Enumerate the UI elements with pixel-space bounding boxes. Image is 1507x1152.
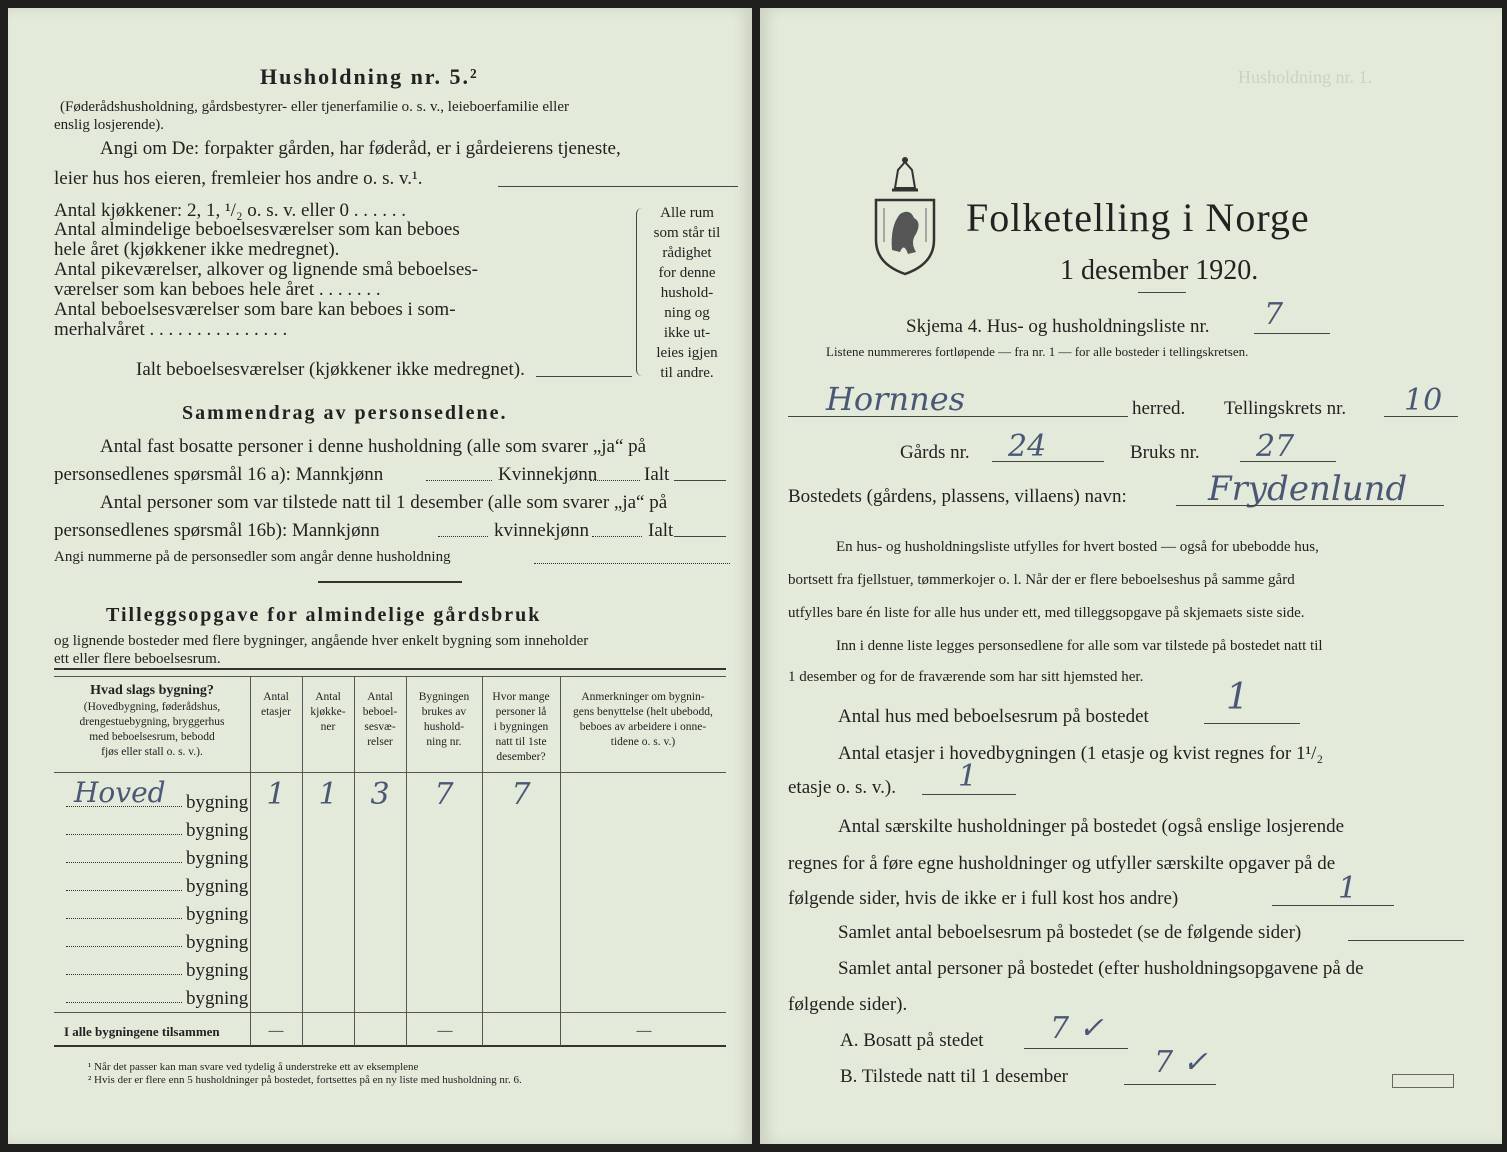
- krets-line: [1384, 416, 1458, 417]
- rooms-ordinary-2: hele året (kjøkkener ikke medregnet).: [54, 239, 340, 260]
- row-label: bygning: [186, 848, 249, 869]
- table-header-text: Anmerkninger om bygnin-: [581, 691, 705, 703]
- row-dotted-line: [66, 1002, 182, 1003]
- summary-line-4c: Ialt: [648, 520, 674, 541]
- total-anmerkninger: —: [636, 1023, 652, 1039]
- table-row: [54, 898, 726, 926]
- table-header-text: relser: [367, 736, 393, 748]
- table-header-text: Antal: [315, 691, 341, 703]
- tillegg-line-2: ett eller flere beboelsesrum.: [54, 651, 221, 667]
- table-header-text: hushold-: [423, 721, 465, 733]
- bruks-value: 27: [1256, 429, 1295, 464]
- row-etasjer-value: 1: [266, 777, 286, 812]
- table-header-text: med beboelsesrum, bebodd: [89, 731, 215, 743]
- etasjer-line-1: Antal etasjer i hovedbygningen (1 etasje og kvist regnes for 1¹/₂: [838, 743, 1324, 764]
- summary-line-2c: Ialt: [644, 464, 670, 485]
- skjema-label: Skjema 4. Hus- og husholdningsliste nr.: [906, 316, 1210, 337]
- summary-line-2a: personsedlenes spørsmål 16 a): Mannkjønn: [54, 464, 384, 485]
- row-label: bygning: [186, 960, 249, 981]
- divider: [318, 581, 462, 583]
- rooms-note: [646, 203, 728, 383]
- footnote-1: ¹ Når det passer kan man svare ved tydelig å understreke ett av eksemplene: [88, 1061, 419, 1073]
- coat-of-arms-icon: [870, 156, 940, 278]
- summary-line-3: Antal personer som var tilstede natt til 1 desember (alle som svarer „ja“ på: [100, 492, 668, 513]
- table-header-col: [406, 690, 482, 750]
- summary-male-line: [426, 480, 492, 481]
- rooms-note-line: ikke ut-: [663, 325, 711, 341]
- instr-line-2: bortsett fra fjellstuer, tømmerkojer o. l. Når der er flere beboelseshus på samme gård: [788, 572, 1295, 588]
- row-label: bygning: [186, 904, 249, 925]
- summary-total-line-2: [674, 536, 726, 537]
- bruks-line: [1240, 461, 1336, 462]
- listene-note: Listene nummereres fortløpende — fra nr. 1 — for alle bosteder i tellingskretsen.: [826, 344, 1249, 359]
- summary-line-4b: kvinnekjønn: [494, 520, 589, 541]
- table-row: [54, 842, 726, 870]
- total-etasjer: —: [268, 1023, 284, 1039]
- rooms-summer-2: merhalvåret . . . . . . . . . . . . . . .: [54, 319, 288, 340]
- row-label: bygning: [186, 988, 249, 1009]
- right-page: [760, 8, 1502, 1144]
- bosted-label: Bostedets (gårdens, plassens, villaens) navn:: [788, 486, 1127, 507]
- table-header-text: natt til 1ste: [495, 736, 547, 748]
- tillegg-heading: Tilleggsopgave for almindelige gårdsbruk: [106, 604, 542, 626]
- rooms-note-line: for denne: [658, 265, 716, 281]
- rooms-brace: [636, 208, 645, 376]
- rooms-total-line: [536, 376, 632, 377]
- row-label: bygning: [186, 820, 249, 841]
- krets-label: Tellingskrets nr.: [1224, 398, 1347, 419]
- household-title: Husholdning nr. 5.²: [260, 64, 479, 89]
- table-header-text: drengestuebygning, bryggerhus: [79, 716, 225, 728]
- table-header-text: ner: [320, 721, 336, 733]
- row-vaerelser-value: 3: [370, 777, 390, 812]
- table-row: [54, 954, 726, 982]
- herred-value: Hornnes: [826, 380, 966, 418]
- etasjer-line-2: etasje o. s. v.).: [788, 777, 896, 798]
- rooms-note-line: Alle rum: [660, 205, 714, 221]
- intro-line-1: (Føderådshusholdning, gårdsbestyrer- eller tjenerfamilie o. s. v., leieboerfamilie eller: [60, 99, 569, 115]
- tilstede-value: 7 ✓: [1154, 1045, 1208, 1080]
- table-header-text: personer lå: [495, 706, 547, 718]
- instr-line-3: utfylles bare én liste for alle hus under ett, med tilleggsopgave på skjemaets siste side.: [788, 605, 1305, 621]
- building-table: [54, 668, 726, 1046]
- table-header-text: (Hovedbygning, føderådshus,: [83, 701, 221, 713]
- summary-line-2b: Kvinnekjønn: [498, 464, 598, 485]
- table-header-text: sesvæ-: [364, 721, 396, 733]
- gards-line: [992, 461, 1104, 462]
- title-divider: [1138, 292, 1186, 293]
- table-header-text: tidene o. s. v.): [610, 736, 676, 748]
- table-header-col: [560, 690, 726, 750]
- rooms-small: Antal pikeværelser, alkover og lignende små beboelses-: [54, 259, 478, 280]
- table-header-text: i bygningen: [493, 721, 549, 733]
- bosted-value: Frydenlund: [1208, 469, 1408, 509]
- bosted-line: [1176, 505, 1444, 506]
- table-header-text: Hvad slags bygning?: [90, 683, 214, 698]
- angi-line-2: leier hus hos eieren, fremleier hos andre o. s. v.¹.: [54, 168, 423, 189]
- table-header-text: desember?: [496, 751, 546, 763]
- row-dotted-line: [66, 834, 182, 835]
- hush-line: [1272, 905, 1394, 906]
- tilstede-line: [1124, 1084, 1216, 1085]
- footnote-2: ² Hvis der er flere enn 5 husholdninger på bostedet, fortsettes på en ny liste med husholdning nr. 6.: [88, 1074, 522, 1086]
- rooms-note-line: hushold-: [660, 285, 714, 301]
- row-personer-value: 7: [511, 777, 531, 812]
- etasjer-value: 1: [958, 759, 978, 794]
- hus-line: [1204, 723, 1300, 724]
- rooms-note-line: som står til: [653, 225, 721, 241]
- tilstede-label: B. Tilstede natt til 1 desember: [840, 1066, 1068, 1087]
- intro-line-2: enslig losjerende).: [54, 117, 164, 133]
- summary-total-line: [674, 480, 726, 481]
- rooms-ordinary: Antal almindelige beboelsesværelser som kan beboes: [54, 219, 460, 240]
- krets-value: 10: [1404, 383, 1443, 418]
- angi-line-1: Angi om De: forpakter gården, har føderåd, er i gårdeierens tjeneste,: [100, 138, 621, 159]
- row-label: bygning: [186, 876, 249, 897]
- instr-line-4: Inn i denne liste legges personsedlene for alle som var tilstede på bostedet natt til: [836, 638, 1323, 654]
- table-row: [54, 814, 726, 842]
- summary-female-line-2: [592, 536, 642, 537]
- summary-heading: Sammendrag av personsedlene.: [182, 402, 508, 424]
- table-header-col: [482, 690, 560, 765]
- table-header-col: [54, 682, 250, 760]
- rooms-note-line: ning og: [664, 305, 710, 321]
- row-husholdning-value: 7: [434, 777, 454, 812]
- angi-answer-line: [498, 186, 738, 187]
- herred-line: [788, 416, 1128, 417]
- table-total-label: I alle bygningene tilsammen: [64, 1024, 220, 1039]
- table-header-text: kjøkke-: [310, 706, 346, 718]
- pers-line-1: Samlet antal personer på bostedet (efter husholdningsopgavene på de: [838, 958, 1364, 979]
- rooms-small-2: værelser som kan beboes hele året . . . . . . .: [54, 279, 381, 300]
- summary-line-5: Angi nummerne på de personsedler som angår denne husholdning: [54, 549, 451, 565]
- bosatt-line: [1024, 1048, 1128, 1049]
- table-row: [54, 776, 726, 814]
- faded-show-through: Husholdning nr. 1.: [1238, 67, 1373, 87]
- table-header-col: [250, 690, 302, 720]
- tillegg-line-1: og lignende bosteder med flere bygninger, angående hver enkelt bygning som inneholder: [54, 633, 589, 649]
- bruks-label: Bruks nr.: [1130, 442, 1200, 463]
- etasjer-line: [922, 794, 1016, 795]
- table-header-text: Antal: [367, 691, 393, 703]
- gards-label: Gårds nr.: [900, 442, 970, 463]
- table-header-text: fjøs eller stall o. s. v.).: [101, 746, 203, 758]
- rooms-note-line: leies igjen: [656, 345, 718, 361]
- table-row: [54, 982, 726, 1010]
- row-label: bygning: [186, 792, 249, 813]
- rooms-note-line: til andre.: [660, 365, 714, 381]
- row-kjokkener-value: 1: [318, 777, 338, 812]
- summary-numbers-line: [534, 563, 730, 564]
- table-header-text: Antal: [263, 691, 289, 703]
- table-header-text: ning nr.: [426, 736, 462, 748]
- table-header-text: Hvor mange: [492, 691, 550, 703]
- row-dotted-line: [66, 946, 182, 947]
- row-dotted-line: [66, 918, 182, 919]
- rum-label: Samlet antal beboelsesrum på bostedet (se de følgende sider): [838, 922, 1302, 943]
- rooms-total: Ialt beboelsesværelser (kjøkkener ikke medregnet).: [136, 359, 525, 380]
- hus-label: Antal hus med beboelsesrum på bostedet: [838, 706, 1149, 727]
- row-dotted-line: [66, 862, 182, 863]
- rum-line: [1348, 940, 1464, 941]
- summary-line-1: Antal fast bosatte personer i denne husholdning (alle som svarer „ja“ på: [100, 436, 647, 457]
- gards-value: 24: [1008, 429, 1047, 464]
- row-label: bygning: [186, 932, 249, 953]
- bosatt-label: A. Bosatt på stedet: [840, 1030, 984, 1051]
- table-row: [54, 926, 726, 954]
- pers-line-2: følgende sider).: [788, 994, 908, 1015]
- row-dotted-line: [66, 890, 182, 891]
- table-header-text: etasjer: [260, 706, 291, 718]
- table-header-text: beboel-: [362, 706, 398, 718]
- skjema-value: 7: [1264, 297, 1284, 332]
- hush-value: 1: [1338, 871, 1358, 906]
- table-header-text: beboes av arbeidere i onne-: [579, 721, 707, 733]
- table-header-col: [354, 690, 406, 750]
- summary-line-4a: personsedlenes spørsmål 16b): Mannkjønn: [54, 520, 380, 541]
- row-type-value: Hoved: [74, 776, 166, 809]
- row-dotted-line: [66, 974, 182, 975]
- rooms-note-line: rådighet: [662, 245, 712, 261]
- census-date: 1 desember 1920.: [1060, 255, 1259, 286]
- hush-line-3: følgende sider, hvis de ikke er i full kost hos andre): [788, 888, 1179, 909]
- instr-line-1: En hus- og husholdningsliste utfylles for hvert bosted — også for ubebodde hus,: [836, 539, 1319, 555]
- table-header-text: brukes av: [421, 706, 467, 718]
- rooms-kitchens: Antal kjøkkener: 2, 1, ¹/₂ o. s. v. eller 0 . . . . . .: [54, 200, 406, 221]
- bosatt-value: 7 ✓: [1050, 1011, 1104, 1046]
- printer-stamp: [1392, 1074, 1454, 1088]
- hush-line-2: regnes for å føre egne husholdninger og utfyller særskilte opgaver på de: [788, 853, 1336, 874]
- summary-male-line-2: [438, 536, 488, 537]
- rooms-summer: Antal beboelsesværelser som bare kan beboes i som-: [54, 299, 456, 320]
- instr-line-5-mark: 1: [1226, 677, 1249, 718]
- left-page: [8, 8, 752, 1144]
- table-row: [54, 870, 726, 898]
- instr-line-5: 1 desember og for de fraværende som har sitt hjemsted her.: [788, 669, 1144, 685]
- hush-line-1: Antal særskilte husholdninger på bostedet (også enslige losjerende: [838, 816, 1345, 837]
- herred-label: herred.: [1132, 398, 1186, 419]
- summary-female-line: [590, 480, 640, 481]
- table-header-text: Bygningen: [418, 691, 470, 703]
- skjema-line: [1254, 333, 1330, 334]
- total-husholdning: —: [437, 1023, 453, 1039]
- table-header-text: gens benyttelse (helt ubebodd,: [573, 706, 713, 718]
- table-header-col: [302, 690, 354, 735]
- census-title: Folketelling i Norge: [966, 195, 1310, 240]
